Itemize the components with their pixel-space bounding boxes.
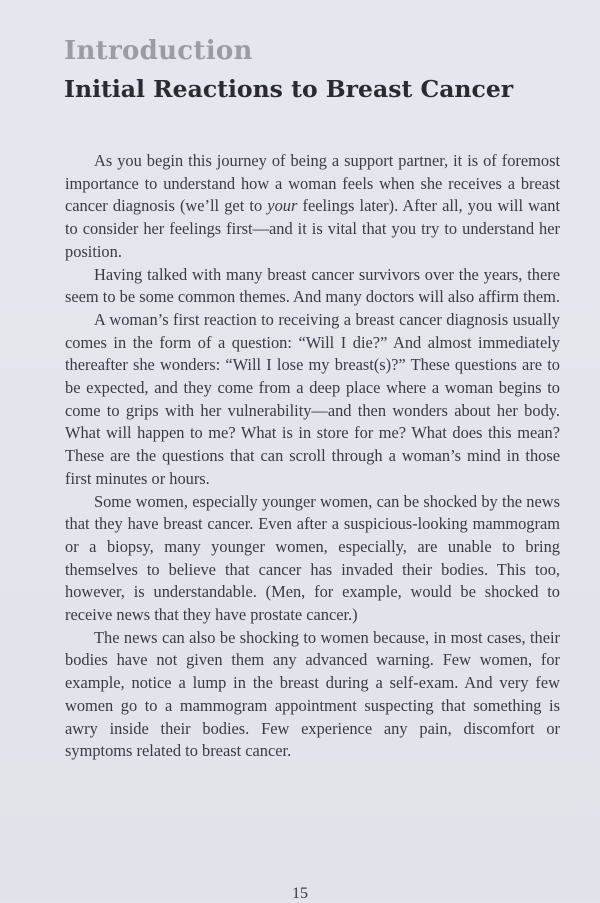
paragraph-1-text-a: As you begin this journey of being a support partner, it is of foremost importance to understand how a woman feels when she receives a breast cancer diagnosis (we’ll get to <box>65 151 560 216</box>
emphasis-your: your <box>267 196 298 216</box>
paragraph-2: Having talked with many breast cancer survivors over the years, there seem to be some common themes. And many doctors will also affirm them. <box>65 264 560 307</box>
paragraph-3: A woman’s first reaction to receiving a breast cancer diagnosis usually comes in the form of a question: “Will I die?” And almost immediately thereafter she wonders: “Will I lose my breast(s)?” These questions are to be expected, and they come from a deep place where a woman begins to come to grips with her vulnerability—and then wonders about her body. What will happen to me? What is in store for me? What does this mean? These are the questions that can scroll through a woman’s mind in those first minutes or hours. <box>65 309 560 488</box>
paragraph-5: The news can also be shocking to women because, in most cases, their bodies have not given them any advanced warning. Few women, for example, notice a lump in the breast during a self-exam. And very few women go to a mammogram appointment suspecting that something is awry inside their bodies. Few experience any pain, discomfort or symptoms related to breast cancer. <box>65 627 560 761</box>
chapter-title: Initial Reactions to Breast Cancer <box>64 75 514 103</box>
paragraph-1-text-b: feelings later). After all, you will want to consider her feelings first—and it is vital that you try to understand her position. <box>65 196 560 261</box>
paragraph-1 <box>65 150 560 264</box>
paragraph-4: Some women, especially younger women, can be shocked by the news that they have breast cancer. Even after a suspicious-looking mammogram or a biopsy, many younger women, especially, are unable to bring themselves to believe that cancer has invaded their bodies. This too, however, is understandable. (Men, for example, would be shocked to receive news that they have prostate cancer.) <box>65 491 560 625</box>
section-label: Introduction <box>64 36 253 66</box>
body-text <box>65 150 560 763</box>
page-number: 15 <box>292 885 308 902</box>
